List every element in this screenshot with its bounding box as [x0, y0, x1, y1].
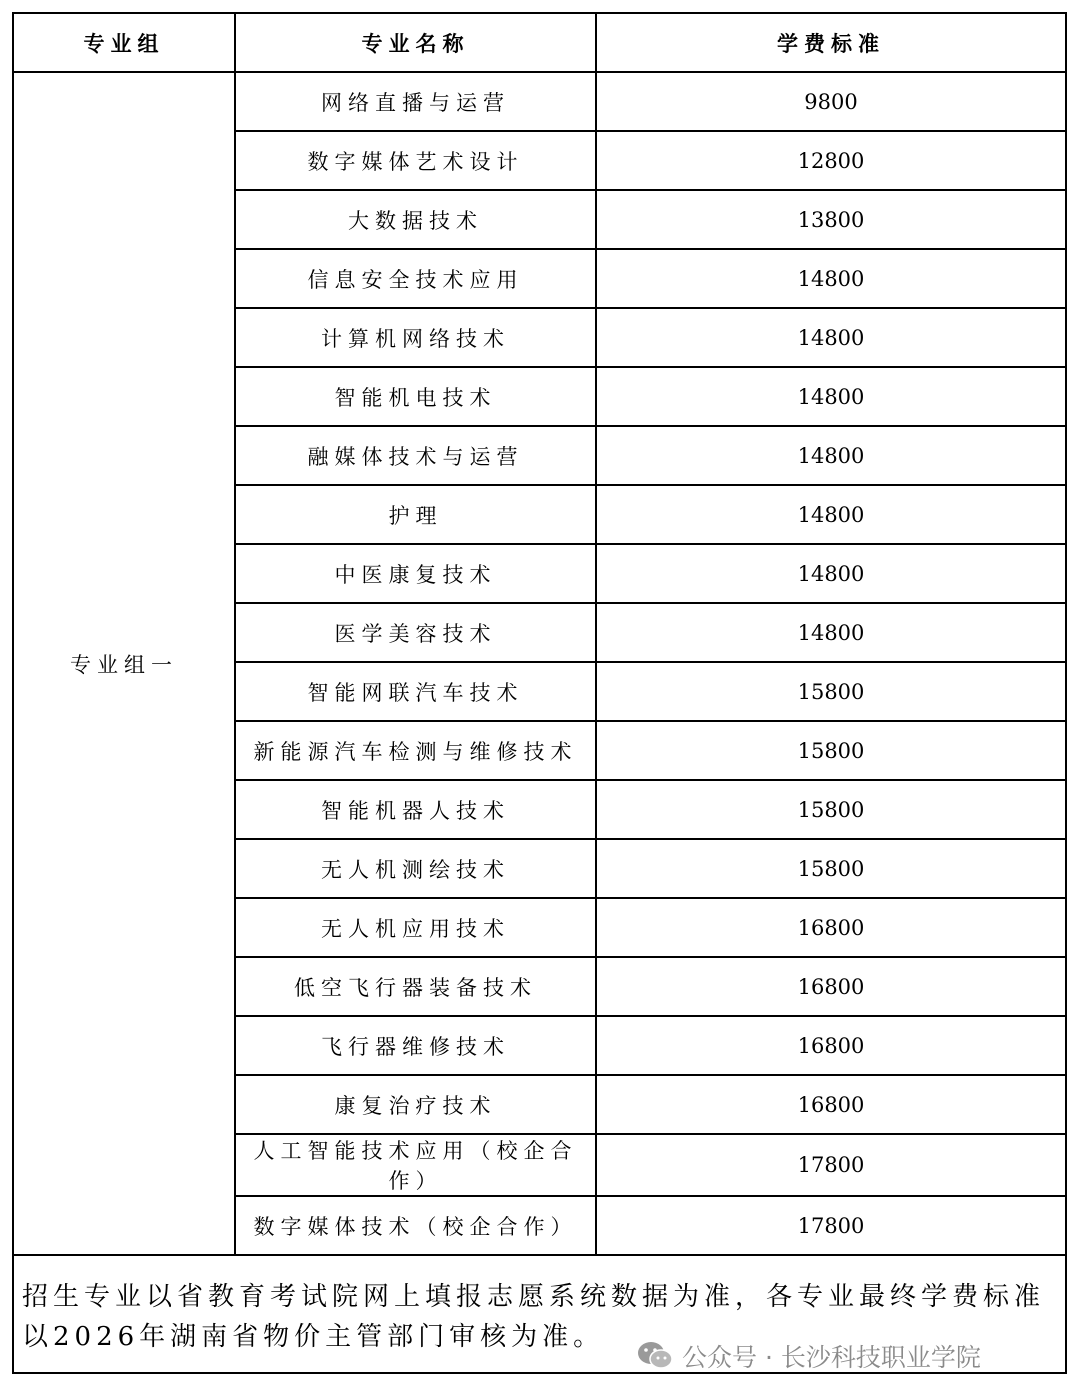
major-name-cell: 智能机器人技术	[235, 780, 596, 839]
major-name-cell: 大数据技术	[235, 190, 596, 249]
major-name-cell: 人工智能技术应用（校企合作）	[235, 1134, 596, 1196]
fee-cell: 17800	[596, 1196, 1065, 1255]
header-major-name: 专业名称	[235, 14, 596, 72]
watermark	[636, 1336, 981, 1376]
footnote-line-2: 以2026年湖南省物价主管部门审核为准。	[22, 1322, 605, 1352]
fee-cell: 12800	[596, 131, 1065, 190]
major-name-cell: 康复治疗技术	[235, 1075, 596, 1134]
major-name-cell: 无人机应用技术	[235, 898, 596, 957]
fee-cell: 15800	[596, 662, 1065, 721]
fee-cell: 15800	[596, 721, 1065, 780]
fee-cell: 14800	[596, 426, 1065, 485]
major-name-cell: 无人机测绘技术	[235, 839, 596, 898]
header-group: 专业组	[14, 14, 235, 72]
table-row	[14, 72, 1065, 131]
fee-cell: 9800	[596, 72, 1065, 131]
major-name-cell: 低空飞行器装备技术	[235, 957, 596, 1016]
major-name-cell: 数字媒体艺术设计	[235, 131, 596, 190]
major-name-cell: 计算机网络技术	[235, 308, 596, 367]
fee-cell: 17800	[596, 1134, 1065, 1196]
major-name-cell: 智能网联汽车技术	[235, 662, 596, 721]
footnote-line-1: 招生专业以省教育考试院网上填报志愿系统数据为准，各专业最终学费标准	[22, 1282, 1046, 1312]
header-fee: 学费标准	[596, 14, 1065, 72]
fee-cell: 14800	[596, 249, 1065, 308]
fee-cell: 15800	[596, 839, 1065, 898]
table-body	[14, 72, 1065, 1255]
major-name-cell: 飞行器维修技术	[235, 1016, 596, 1075]
table-header-row	[14, 14, 1065, 72]
fee-cell: 14800	[596, 367, 1065, 426]
major-name-cell: 数字媒体技术（校企合作）	[235, 1196, 596, 1255]
major-name-cell: 网络直播与运营	[235, 72, 596, 131]
fee-cell: 13800	[596, 190, 1065, 249]
wechat-icon	[636, 1340, 674, 1372]
major-name-cell: 医学美容技术	[235, 603, 596, 662]
major-name-cell: 融媒体技术与运营	[235, 426, 596, 485]
watermark-text: 公众号 · 长沙科技职业学院	[682, 1343, 981, 1372]
group-cell: 专业组一	[14, 72, 235, 1255]
fee-document	[12, 12, 1067, 1374]
fee-cell: 15800	[596, 780, 1065, 839]
fee-cell: 16800	[596, 898, 1065, 957]
fee-cell: 14800	[596, 603, 1065, 662]
fee-cell: 16800	[596, 1016, 1065, 1075]
fee-table	[14, 14, 1065, 1256]
fee-cell: 16800	[596, 1075, 1065, 1134]
major-name-cell: 护理	[235, 485, 596, 544]
fee-cell: 14800	[596, 485, 1065, 544]
major-name-cell: 中医康复技术	[235, 544, 596, 603]
fee-cell: 14800	[596, 308, 1065, 367]
fee-cell: 16800	[596, 957, 1065, 1016]
major-name-cell: 智能机电技术	[235, 367, 596, 426]
major-name-cell: 新能源汽车检测与维修技术	[235, 721, 596, 780]
major-name-cell: 信息安全技术应用	[235, 249, 596, 308]
fee-cell: 14800	[596, 544, 1065, 603]
